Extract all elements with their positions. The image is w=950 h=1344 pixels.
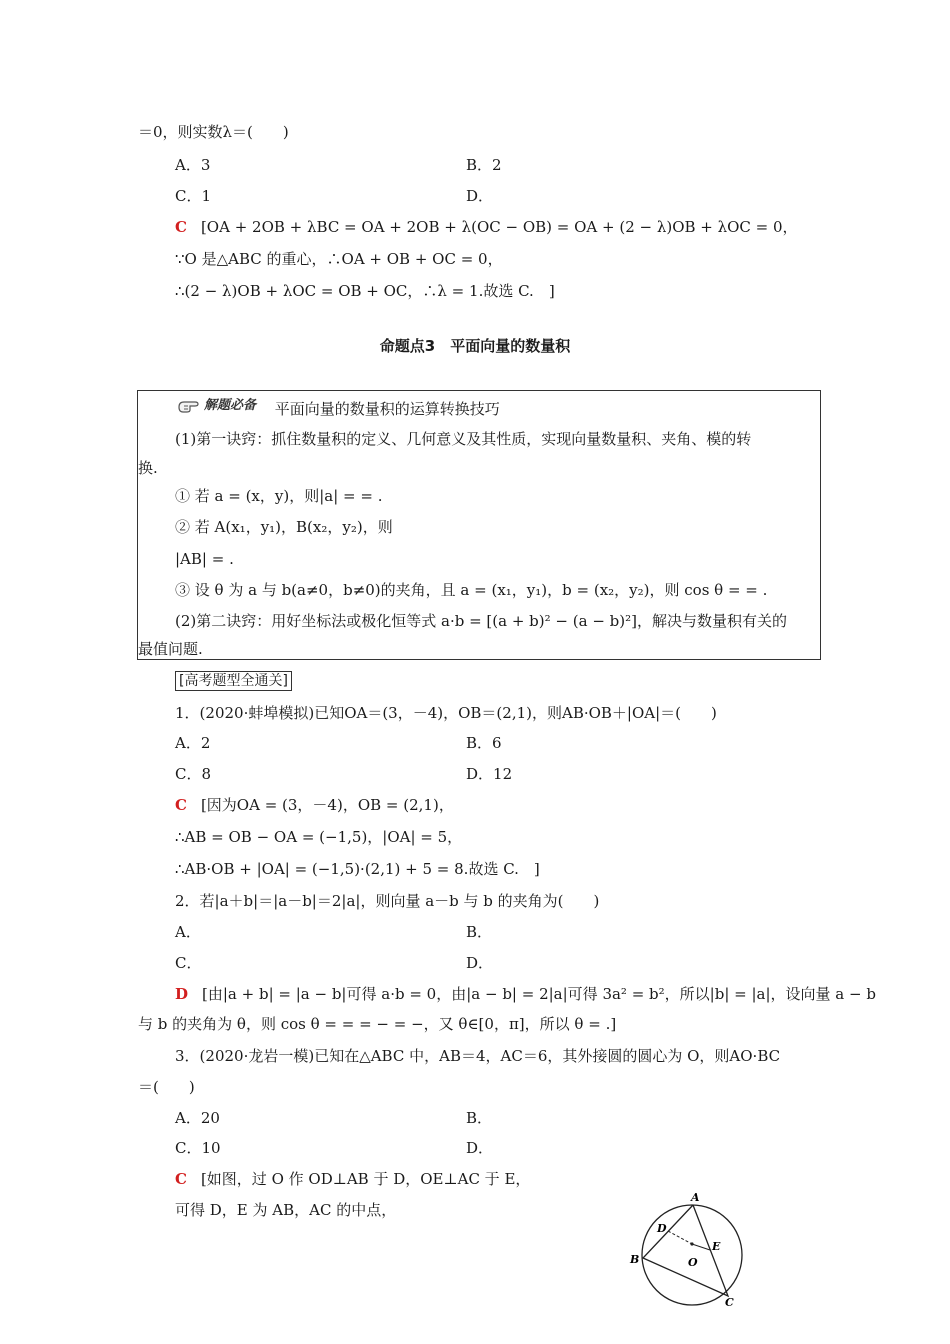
tips-p1: (1)第一诀窍：抓住数量积的定义、几何意义及其性质，实现向量数量积、夹角、模的转 <box>175 430 752 448</box>
tips-p4: |AB| = . <box>175 550 234 568</box>
q3-stem-2: ＝( ) <box>138 1078 195 1096</box>
q1-option-a: A．2 <box>175 734 211 752</box>
option-a: A．3 <box>175 156 211 174</box>
answer-line-1 <box>175 217 798 237</box>
circumcircle <box>642 1205 742 1305</box>
q3-answer-2: 可得 D，E 为 AB，AC 的中点， <box>175 1201 397 1219</box>
tips-heading: 平面向量的数量积的运算转换技巧 <box>274 400 500 418</box>
q2-answer-letter: D <box>175 985 189 1003</box>
tips-badge: 解题必备 <box>177 396 256 416</box>
label-a: A <box>691 1191 700 1204</box>
label-e: E <box>712 1240 721 1253</box>
q1-answer-3: ∴AB·OB + |OA| = (−1,5)·(2,1) + 5 = 8.故选 C. ] <box>175 860 540 878</box>
option-b: B．2 <box>466 156 502 174</box>
q3-option-c: C．10 <box>175 1139 221 1157</box>
answer-text: [OA + 2OB + λBC = OA + 2OB + λ(OC − OB) = OA + (2 − λ)OB + λOC = 0， <box>200 218 798 236</box>
q3-option-d: D． <box>466 1139 494 1157</box>
q2-option-a: A． <box>175 923 201 941</box>
segment-oe <box>692 1244 710 1250</box>
q2-option-c: C． <box>175 954 202 972</box>
option-d: D． <box>466 187 494 205</box>
q1-stem: 1．(2020·蚌埠模拟)已知OA＝(3，－4)，OB＝(2,1)，则AB·OB＋|OA|＝( ) <box>175 704 717 722</box>
gaokao-tag: [高考题型全通关] <box>175 670 292 691</box>
q2-option-d: D． <box>466 954 494 972</box>
q1-answer-letter: C <box>175 796 187 814</box>
tips-p3: ② 若 A(x₁，y₁)，B(x₂，y₂)，则 <box>175 518 393 536</box>
q2-answer-1: D [由|a + b| = |a − b|可得 a·b = 0，由|a − b| = 2|a|可得 3a² = b²，所以|b| = |a|，设向量 a − b <box>175 985 876 1003</box>
circumcircle-figure <box>620 1188 760 1308</box>
q1-answer-1: C [因为OA = (3，－4)，OB = (2,1)， <box>175 796 454 814</box>
q3-option-a: A．20 <box>175 1109 220 1127</box>
q3-answer-letter: C <box>175 1170 187 1188</box>
q1-answer-2: ∴AB = OB − OA = (−1,5)，|OA| = 5， <box>175 828 463 846</box>
label-d: D <box>657 1222 667 1235</box>
q3-answer-1: C [如图，过 O 作 OD⊥AB 于 D，OE⊥AC 于 E， <box>175 1170 531 1188</box>
label-b: B <box>630 1253 640 1266</box>
tips-header <box>177 396 500 419</box>
answer-letter: C <box>175 218 187 236</box>
q3-option-b: B． <box>466 1109 493 1127</box>
point-o <box>690 1242 693 1245</box>
label-c: C <box>725 1296 734 1308</box>
tips-p2: ① 若 a = (x，y)，则|a| = = . <box>175 487 383 505</box>
segment-od <box>668 1231 692 1244</box>
tips-p5: ③ 设 θ 为 a 与 b(a≠0，b≠0)的夹角，且 a = (x₁，y₁)，b = (x₂，y₂)，则 cos θ = = . <box>175 581 768 599</box>
q3-stem-1: 3．(2020·龙岩一模)已知在△ABC 中，AB＝4，AC＝6，其外接圆的圆心为 O，则AO·BC <box>175 1047 781 1065</box>
option-c: C．1 <box>175 187 212 205</box>
label-o: O <box>688 1256 698 1269</box>
tips-p6: (2)第二诀窍：用好坐标法或极化恒等式 a·b = [(a + b)² − (a − b)²]，解决与数量积有关的 <box>175 612 787 630</box>
q2-answer-2: 与 b 的夹角为 θ，则 cos θ = = = − = −，又 θ∈[0，π]，所以 θ = .] <box>138 1015 617 1033</box>
q2-option-b: B． <box>466 923 493 941</box>
answer-line-3: ∴(2 − λ)OB + λOC = OB + OC，∴λ = 1.故选 C. ] <box>175 282 555 300</box>
section-title: 命题点3 平面向量的数量积 <box>379 337 571 355</box>
question-tail: ＝0，则实数λ＝( ) <box>138 123 289 141</box>
q1-option-d: D．12 <box>466 765 513 783</box>
answer-line-2: ∵O 是△ABC 的重心，∴OA + OB + OC = 0， <box>175 250 503 268</box>
tips-p1-cont: 换. <box>138 459 158 477</box>
q1-option-c: C．8 <box>175 765 212 783</box>
q2-stem: 2．若|a＋b|＝|a－b|＝2|a|，则向量 a－b 与 b 的夹角为( ) <box>175 892 600 910</box>
q1-option-b: B．6 <box>466 734 502 752</box>
hand-icon <box>177 398 201 414</box>
tips-p6-cont: 最值问题. <box>138 640 203 658</box>
